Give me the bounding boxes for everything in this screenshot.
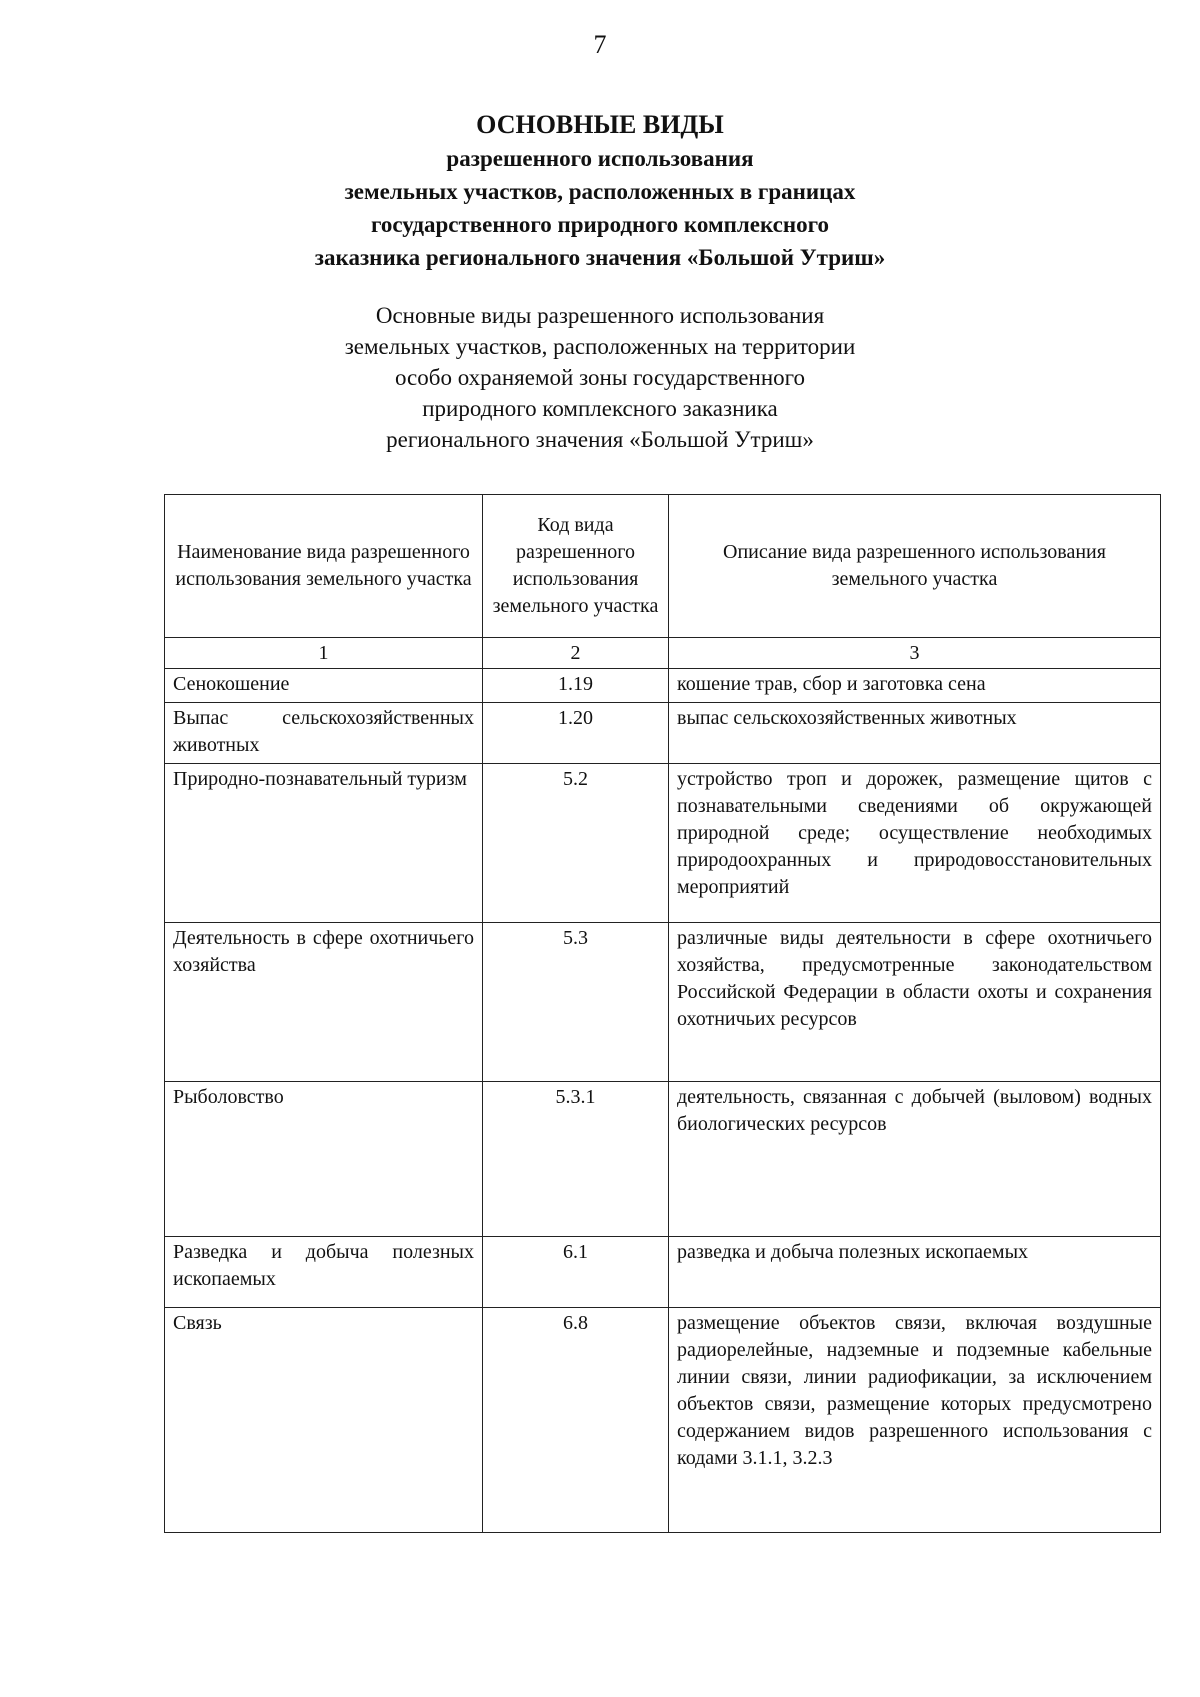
header-code: Код вида разрешенного использования земельного участка (483, 495, 669, 638)
subtitle-line: Основные виды разрешенного использования (375, 303, 825, 328)
document-title (0, 108, 1200, 274)
row-name: Выпас сельскохозяйственных животных (165, 703, 483, 764)
row-name: Разведка и добыча полезных ископаемых (165, 1237, 483, 1308)
document-subtitle (0, 300, 1200, 455)
table-row (165, 1308, 1161, 1533)
table-row (165, 1237, 1161, 1308)
table-header-row (165, 495, 1161, 638)
row-name: Природно-познавательный туризм (165, 764, 483, 923)
column-number-row (165, 638, 1161, 669)
header-name: Наименование вида разрешенного использования земельного участка (165, 495, 483, 638)
row-code: 1.19 (483, 669, 669, 703)
table-row (165, 764, 1161, 923)
subtitle-line: регионального значения «Большой Утриш» (386, 427, 814, 452)
row-code: 5.3.1 (483, 1082, 669, 1237)
header-description: Описание вида разрешенного использования земельного участка (669, 495, 1161, 638)
title-line: разрешенного использования (446, 146, 754, 171)
table-row (165, 923, 1161, 1082)
page-number: 7 (593, 30, 607, 59)
table-row (165, 669, 1161, 703)
column-number: 2 (483, 638, 669, 669)
title-line: земельных участков, расположенных в границах (344, 179, 856, 204)
row-description: устройство троп и дорожек, размещение щитов с познавательными сведениями об окружающей природной среде; осуществление необходимых природоохранных и природовосстановительных мероприятий (669, 764, 1161, 923)
row-code: 5.3 (483, 923, 669, 1082)
row-description: выпас сельскохозяйственных животных (669, 703, 1161, 764)
title-line: заказника регионального значения «Большой Утриш» (314, 245, 886, 270)
row-description: различные виды деятельности в сфере охотничьего хозяйства, предусмотренные законодательством Российской Федерации в области охоты и сохранения охотничьих ресурсов (669, 923, 1161, 1082)
row-description: кошение трав, сбор и заготовка сена (669, 669, 1161, 703)
row-description: размещение объектов связи, включая воздушные радиорелейные, надземные и подземные кабельные линии связи, линии радиофикации, за исключением объектов связи, размещение которых предусмотрено содержанием видов разрешенного использования с кодами 3.1.1, 3.2.3 (669, 1308, 1161, 1533)
row-description: деятельность, связанная с добычей (выловом) водных биологических ресурсов (669, 1082, 1161, 1237)
row-code: 1.20 (483, 703, 669, 764)
table-row (165, 1082, 1161, 1237)
column-number: 1 (165, 638, 483, 669)
row-name: Рыболовство (165, 1082, 483, 1237)
subtitle-line: земельных участков, расположенных на территории (344, 334, 856, 359)
row-description: разведка и добыча полезных ископаемых (669, 1237, 1161, 1308)
row-name: Связь (165, 1308, 483, 1533)
title-main: ОСНОВНЫЕ ВИДЫ (476, 110, 724, 139)
subtitle-line: особо охраняемой зоны государственного (394, 365, 805, 390)
land-use-table (164, 494, 1161, 1533)
row-name: Деятельность в сфере охотничьего хозяйства (165, 923, 483, 1082)
table-row (165, 703, 1161, 764)
subtitle-line: природного комплексного заказника (422, 396, 778, 421)
row-code: 5.2 (483, 764, 669, 923)
row-name: Сенокошение (165, 669, 483, 703)
row-code: 6.8 (483, 1308, 669, 1533)
column-number: 3 (669, 638, 1161, 669)
row-code: 6.1 (483, 1237, 669, 1308)
title-line: государственного природного комплексного (370, 212, 829, 237)
